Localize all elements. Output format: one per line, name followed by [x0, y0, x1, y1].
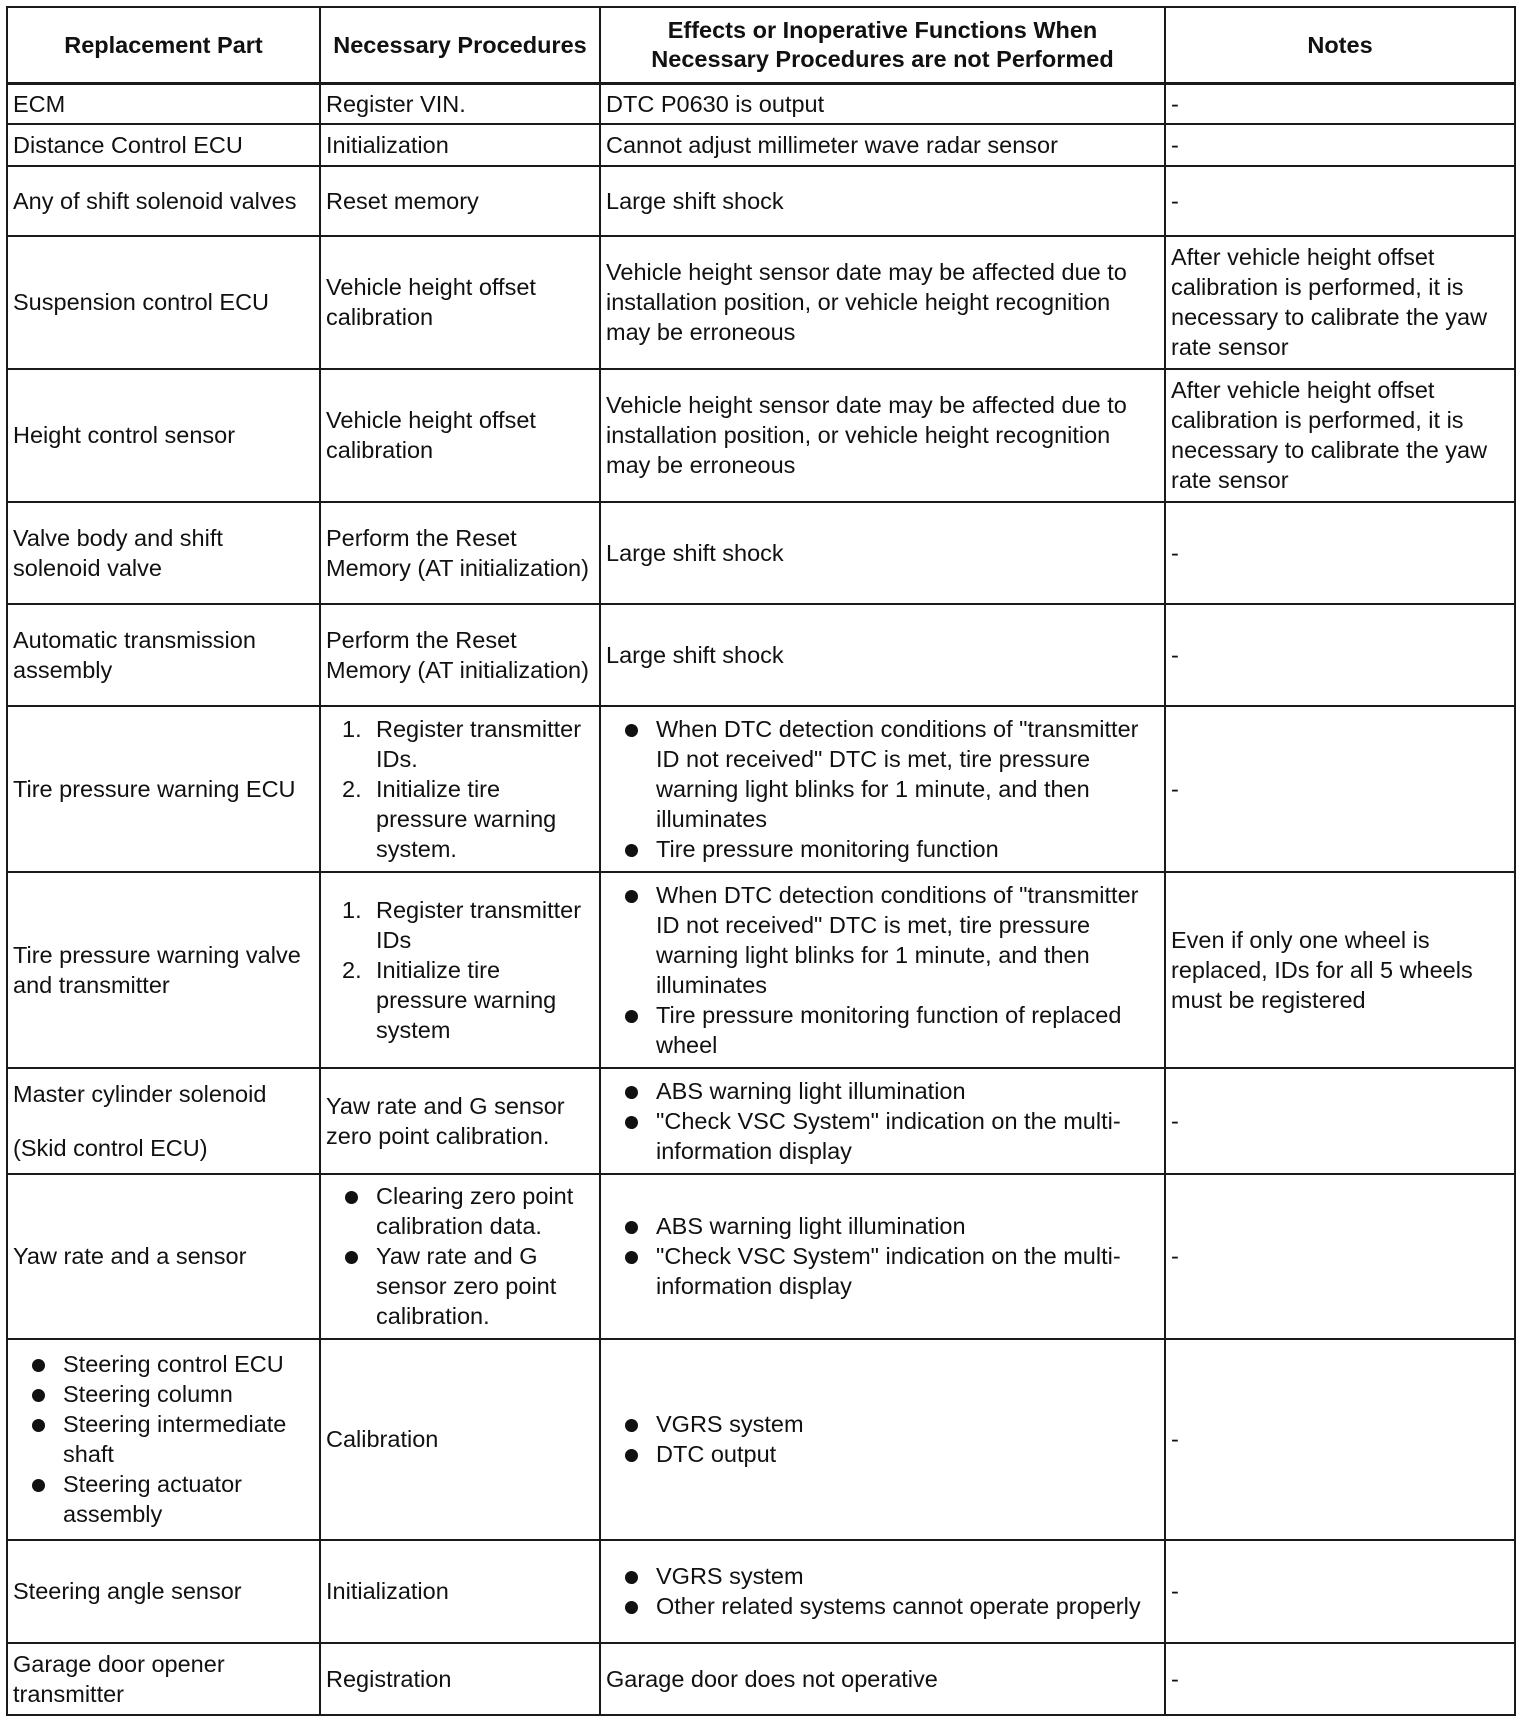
table-row [7, 502, 1515, 604]
effect-bullets [606, 1076, 1159, 1166]
list-item: Tire pressure monitoring function [606, 834, 1159, 864]
cell-notes: After vehicle height offset calibration is performed, it is necessary to calibrate the yaw rate sensor [1165, 236, 1515, 369]
effect-bullets [606, 1211, 1159, 1301]
cell-procedure [320, 706, 600, 872]
cell-part [7, 1068, 320, 1174]
procedure-steps [326, 714, 594, 864]
table-row [7, 236, 1515, 369]
list-item: "Check VSC System" indication on the multi-information display [606, 1106, 1159, 1166]
part-bullets [13, 1349, 314, 1529]
list-item: Steering control ECU [13, 1349, 314, 1379]
cell-procedure: Perform the Reset Memory (AT initialization) [320, 604, 600, 706]
cell-effect [600, 872, 1165, 1068]
table-row [7, 604, 1515, 706]
procedure-bullets [326, 1181, 594, 1331]
part-lines [13, 1079, 314, 1163]
cell-procedure [320, 1174, 600, 1339]
list-item: ABS warning light illumination [606, 1076, 1159, 1106]
cell-procedure: Vehicle height offset calibration [320, 236, 600, 369]
cell-part: Suspension control ECU [7, 236, 320, 369]
table-row [7, 84, 1515, 124]
cell-procedure: Yaw rate and G sensor zero point calibration. [320, 1068, 600, 1174]
header-replacement-part: Replacement Part [7, 7, 320, 84]
cell-effect [600, 1068, 1165, 1174]
table-row [7, 369, 1515, 502]
cell-effect: Vehicle height sensor date may be affected due to installation position, or vehicle height recognition may be erroneous [600, 236, 1165, 369]
cell-notes: - [1165, 84, 1515, 124]
cell-procedure [320, 872, 600, 1068]
procedure-steps [326, 895, 594, 1045]
cell-effect: Cannot adjust millimeter wave radar sensor [600, 124, 1165, 166]
list-item: Register transmitter IDs [376, 896, 582, 953]
list-item: Other related systems cannot operate properly [606, 1591, 1159, 1621]
cell-procedure: Initialization [320, 1540, 600, 1643]
cell-procedure: Perform the Reset Memory (AT initialization) [320, 502, 600, 604]
part-line: Master cylinder solenoid [13, 1080, 267, 1107]
cell-notes: - [1165, 1068, 1515, 1174]
list-item: VGRS system [606, 1409, 1159, 1439]
cell-part: Height control sensor [7, 369, 320, 502]
list-item: "Check VSC System" indication on the multi-information display [606, 1241, 1159, 1301]
list-item: VGRS system [606, 1561, 1159, 1591]
part-line: (Skid control ECU) [13, 1134, 208, 1161]
list-item: Clearing zero point calibration data. [326, 1181, 594, 1241]
cell-notes: - [1165, 1174, 1515, 1339]
cell-notes: Even if only one wheel is replaced, IDs for all 5 wheels must be registered [1165, 872, 1515, 1068]
list-item: Initialize tire pressure warning system. [376, 775, 557, 862]
cell-part: Valve body and shift solenoid valve [7, 502, 320, 604]
list-item: When DTC detection conditions of "transmitter ID not received" DTC is met, tire pressure warning light blinks for 1 minute, and then illuminates [606, 714, 1159, 834]
cell-notes: - [1165, 1540, 1515, 1643]
replacement-procedures-table [6, 6, 1516, 1716]
cell-part: Tire pressure warning ECU [7, 706, 320, 872]
cell-part: Any of shift solenoid valves [7, 166, 320, 236]
table-row [7, 706, 1515, 872]
list-item: Steering intermediate shaft [13, 1409, 314, 1469]
cell-effect: Large shift shock [600, 502, 1165, 604]
cell-effect: Garage door does not operative [600, 1643, 1165, 1715]
table-row [7, 1540, 1515, 1643]
cell-notes: - [1165, 166, 1515, 236]
cell-effect [600, 1174, 1165, 1339]
table-row [7, 872, 1515, 1068]
cell-procedure: Initialization [320, 124, 600, 166]
cell-procedure: Registration [320, 1643, 600, 1715]
list-item: Steering column [13, 1379, 314, 1409]
cell-notes: - [1165, 1643, 1515, 1715]
cell-notes: - [1165, 124, 1515, 166]
table-row [7, 1068, 1515, 1174]
list-item: DTC output [606, 1439, 1159, 1469]
list-item: When DTC detection conditions of "transmitter ID not received" DTC is met, tire pressure warning light blinks for 1 minute, and then illuminates [606, 880, 1159, 1000]
cell-effect [600, 706, 1165, 872]
table-row [7, 1339, 1515, 1540]
cell-procedure: Calibration [320, 1339, 600, 1540]
cell-notes: - [1165, 604, 1515, 706]
cell-notes: - [1165, 502, 1515, 604]
cell-notes: - [1165, 706, 1515, 872]
list-item: Initialize tire pressure warning system [376, 956, 557, 1043]
list-item: Register transmitter IDs. [376, 715, 582, 772]
header-necessary-procedures: Necessary Procedures [320, 7, 600, 84]
cell-effect: DTC P0630 is output [600, 84, 1165, 124]
cell-effect [600, 1339, 1165, 1540]
cell-effect [600, 1540, 1165, 1643]
table-row [7, 166, 1515, 236]
list-item: Tire pressure monitoring function of replaced wheel [606, 1000, 1159, 1060]
cell-part: Steering angle sensor [7, 1540, 320, 1643]
effect-bullets [606, 1409, 1159, 1469]
effect-bullets [606, 1561, 1159, 1621]
cell-part: Automatic transmission assembly [7, 604, 320, 706]
cell-procedure: Reset memory [320, 166, 600, 236]
cell-procedure: Vehicle height offset calibration [320, 369, 600, 502]
effect-bullets [606, 714, 1159, 864]
cell-effect: Large shift shock [600, 166, 1165, 236]
cell-part [7, 1339, 320, 1540]
effect-bullets [606, 880, 1159, 1060]
cell-notes: - [1165, 1339, 1515, 1540]
cell-part: Garage door opener transmitter [7, 1643, 320, 1715]
table-row [7, 1643, 1515, 1715]
cell-part: Tire pressure warning valve and transmitter [7, 872, 320, 1068]
table-row [7, 1174, 1515, 1339]
table-row [7, 124, 1515, 166]
cell-part: Distance Control ECU [7, 124, 320, 166]
header-row [7, 7, 1515, 84]
cell-effect: Large shift shock [600, 604, 1165, 706]
cell-effect: Vehicle height sensor date may be affected due to installation position, or vehicle height recognition may be erroneous [600, 369, 1165, 502]
cell-notes: After vehicle height offset calibration is performed, it is necessary to calibrate the yaw rate sensor [1165, 369, 1515, 502]
cell-procedure: Register VIN. [320, 84, 600, 124]
cell-part: ECM [7, 84, 320, 124]
cell-part: Yaw rate and a sensor [7, 1174, 320, 1339]
list-item: Steering actuator assembly [13, 1469, 314, 1529]
header-notes: Notes [1165, 7, 1515, 84]
header-effects: Effects or Inoperative Functions When Necessary Procedures are not Performed [600, 7, 1165, 84]
list-item: ABS warning light illumination [606, 1211, 1159, 1241]
list-item: Yaw rate and G sensor zero point calibration. [326, 1241, 594, 1331]
